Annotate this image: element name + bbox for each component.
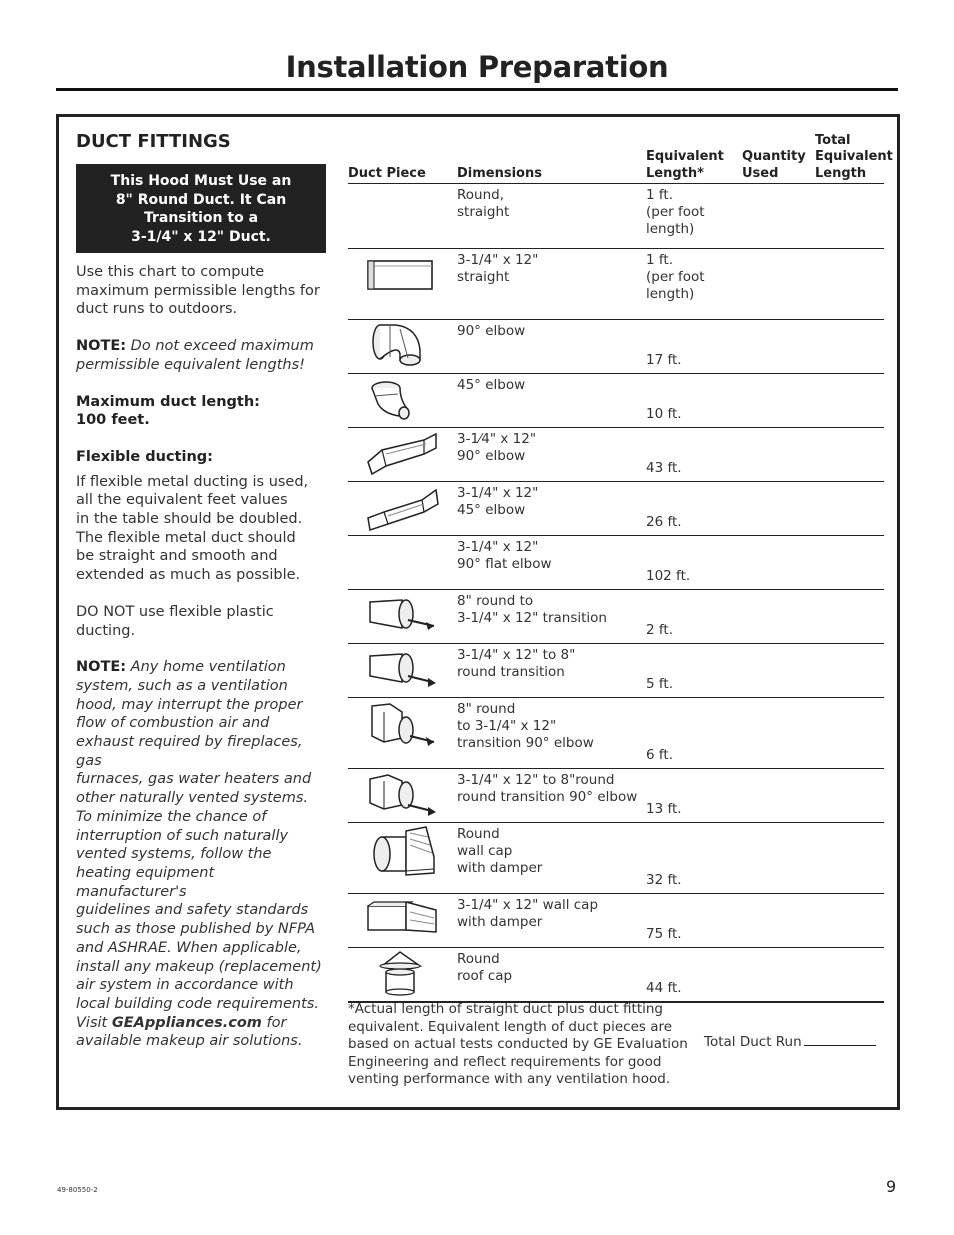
callout-line: 8" Round Duct. It Can (115, 191, 287, 208)
duct-fittings-table (348, 125, 893, 1003)
dimensions-line: 3-1/4" x 12" (457, 485, 539, 501)
equivalent-length-cell (646, 252, 726, 303)
dimensions-cell (457, 377, 642, 394)
equivalent-length-line: length) (646, 286, 695, 302)
table-row (348, 428, 884, 482)
table-row (348, 482, 884, 536)
rect-wall-cap-icon (362, 894, 452, 944)
dimensions-cell (457, 701, 642, 752)
equivalent-length-line: 102 ft. (646, 568, 691, 584)
equivalent-length-line: 43 ft. (646, 460, 682, 476)
duct-fittings-panel (56, 114, 900, 1110)
equivalent-length-cell (646, 406, 726, 423)
footnote-line: venting performance with any ventilation hood. (348, 1071, 671, 1087)
flex-text: If flexible metal ducting is used, all the equivalent feet values in the table should be doubled. The flexible metal duct should be straight and smooth and extended as much as possible. (76, 473, 309, 584)
dimensions-line: with damper (457, 860, 543, 876)
left-column (76, 131, 328, 1069)
dimensions-cell (457, 772, 642, 806)
round-45-elbow-icon (362, 374, 452, 424)
dimensions-line: 3-1/4" x 12" to 8" (457, 647, 576, 663)
table-row (348, 698, 884, 769)
dimensions-line: transition 90° elbow (457, 735, 594, 751)
table-row (348, 320, 884, 374)
dimensions-cell (457, 826, 642, 877)
table-body (348, 184, 884, 1003)
dimensions-line: 90° elbow (457, 323, 526, 339)
header-quantity-used: Quantity Used (742, 149, 806, 181)
callout-line: Transition to a (143, 210, 259, 226)
dimensions-line: 3-1/4" x 12" to 8"round (457, 772, 615, 788)
total-duct-run (704, 1034, 876, 1050)
rect-90-elbow-icon (362, 428, 452, 478)
equivalent-length-line: length) (646, 221, 695, 237)
max-length: Maximum duct length: 100 feet. (76, 393, 260, 429)
round-wall-cap-icon (362, 823, 452, 885)
equivalent-length-line: 2 ft. (646, 622, 673, 638)
dimensions-cell (457, 187, 642, 221)
dimensions-line: 8" round (457, 701, 516, 717)
page-number: 9 (886, 1177, 897, 1196)
callout-line: 3-1/4" x 12" Duct. (131, 228, 271, 245)
dimensions-line: Round, (457, 187, 505, 203)
equivalent-length-line: 32 ft. (646, 872, 682, 888)
dimensions-line: 90° elbow (457, 448, 526, 464)
page-title: Installation Preparation (285, 50, 669, 84)
rect-straight-duct-icon (362, 249, 452, 299)
header-equivalent-length: Equivalent Length* (646, 149, 724, 181)
dimensions-line: roof cap (457, 968, 513, 984)
callout-line: This Hood Must Use an (110, 173, 292, 189)
equivalent-length-cell (646, 926, 726, 943)
dimensions-line: 45° elbow (457, 377, 526, 393)
equivalent-length-cell (646, 622, 726, 639)
dimensions-cell (457, 951, 642, 985)
equivalent-length-line: 5 ft. (646, 676, 673, 692)
equivalent-length-cell (646, 568, 726, 585)
dimensions-line: Round (457, 951, 500, 967)
round-roof-cap-icon (362, 948, 452, 998)
table-row (348, 184, 884, 249)
table-row (348, 948, 884, 1003)
document-number: 49-80550-2 (57, 1186, 98, 1194)
dimensions-line: round transition 90° elbow (457, 789, 638, 805)
equivalent-length-line: 1 ft. (646, 252, 673, 268)
dimensions-cell (457, 485, 642, 519)
equivalent-length-cell (646, 187, 726, 238)
total-duct-run-label: Total Duct Run (704, 1034, 802, 1050)
round-90-elbow-icon (362, 320, 452, 370)
table-row (348, 590, 884, 644)
footnote (348, 1001, 693, 1089)
round-to-rect-transition-icon (362, 590, 452, 640)
equivalent-length-cell (646, 676, 726, 693)
equivalent-length-cell (646, 352, 726, 369)
equivalent-length-cell (646, 460, 726, 477)
table-row (348, 823, 884, 894)
table-row (348, 894, 884, 948)
note-exceed: NOTE: Do not exceed maximum permissible equivalent lengths! (76, 338, 314, 373)
equivalent-length-cell (646, 747, 726, 764)
total-duct-run-blank (804, 1045, 876, 1046)
dimensions-cell (457, 323, 642, 340)
header-duct-piece: Duct Piece (348, 165, 426, 181)
dimensions-line: with damper (457, 914, 543, 930)
section-heading: DUCT FITTINGS (76, 131, 231, 152)
footnote-line: *Actual length of straight duct plus duct fitting (348, 1001, 664, 1017)
dimensions-line: 90° flat elbow (457, 556, 552, 572)
header-total-equivalent-length: Total Equivalent Length (815, 132, 893, 181)
header-dimensions: Dimensions (457, 165, 542, 181)
round-to-rect-90-transition-icon (362, 698, 452, 758)
dimensions-cell (457, 252, 642, 286)
dimensions-cell (457, 539, 642, 573)
plastic-warning: DO NOT use flexible plastic ducting. (76, 603, 274, 639)
equivalent-length-line: 6 ft. (646, 747, 673, 763)
dimensions-cell (457, 897, 642, 931)
dimensions-line: 3-1/4" x 12" (457, 539, 539, 555)
dimensions-line: 3-1⁄4" x 12" (457, 431, 537, 447)
footnote-line: Engineering and reflect requirements for good (348, 1053, 662, 1070)
table-row (348, 644, 884, 698)
ge-appliances-link: GEAppliances.com (111, 1014, 262, 1031)
equivalent-length-line: 10 ft. (646, 406, 682, 422)
note-ventilation: NOTE: Any home ventilation system, such as a ventilation hood, may interrupt the proper flow of combustion air and exhaust required by fireplaces, gas furnaces, gas water heaters and other naturally vented systems. To minimize the chance of interruption of such naturally vented systems, follow the heating equipment manufacturer's guidelines and safety standards such as those published by NFPA and ASHRAE. When applicable, install any makeup (replacement) air system in accordance with local building code requirements. Visit GEAppliances.com for available makeup air solutions. (76, 659, 322, 1050)
callout-box (76, 164, 326, 253)
dimensions-line: Round (457, 826, 500, 842)
equivalent-length-line: 75 ft. (646, 926, 682, 942)
dimensions-line: wall cap (457, 843, 513, 859)
rect-to-round-transition-icon (362, 644, 452, 694)
footnote-line: based on actual tests conducted by GE Evaluation (348, 1036, 688, 1052)
equivalent-length-line: (per foot (646, 204, 705, 220)
footnote-line: equivalent. Equivalent length of duct pieces are (348, 1018, 673, 1035)
equivalent-length-line: (per foot (646, 269, 705, 285)
rect-to-round-90-transition-icon (362, 769, 452, 819)
flex-heading: Flexible ducting: (76, 448, 213, 465)
equivalent-length-cell (646, 801, 726, 818)
rect-45-elbow-icon (362, 482, 452, 532)
dimensions-cell (457, 431, 642, 465)
table-header (348, 125, 893, 184)
title-rule (56, 88, 898, 91)
dimensions-line: 3-1/4" x 12" transition (457, 610, 607, 626)
dimensions-line: straight (457, 269, 510, 285)
intro-text: Use this chart to compute maximum permissible lengths for duct runs to outdoors. (76, 264, 320, 318)
dimensions-line: 8" round to (457, 593, 534, 609)
dimensions-cell (457, 647, 642, 681)
dimensions-line: 3-1/4" x 12" (457, 252, 539, 268)
dimensions-cell (457, 593, 642, 627)
equivalent-length-line: 13 ft. (646, 801, 682, 817)
equivalent-length-cell (646, 514, 726, 531)
dimensions-line: to 3-1/4" x 12" (457, 718, 557, 734)
table-row (348, 536, 884, 590)
dimensions-line: 45° elbow (457, 502, 526, 518)
table-row (348, 249, 884, 320)
dimensions-line: round transition (457, 664, 565, 680)
equivalent-length-line: 17 ft. (646, 352, 682, 368)
equivalent-length-cell (646, 872, 726, 889)
equivalent-length-line: 26 ft. (646, 514, 682, 530)
equivalent-length-cell (646, 980, 726, 997)
dimensions-line: straight (457, 204, 510, 220)
dimensions-line: 3-1/4" x 12" wall cap (457, 897, 599, 913)
equivalent-length-line: 44 ft. (646, 980, 682, 996)
table-row (348, 374, 884, 428)
equivalent-length-line: 1 ft. (646, 187, 673, 203)
table-row (348, 769, 884, 823)
